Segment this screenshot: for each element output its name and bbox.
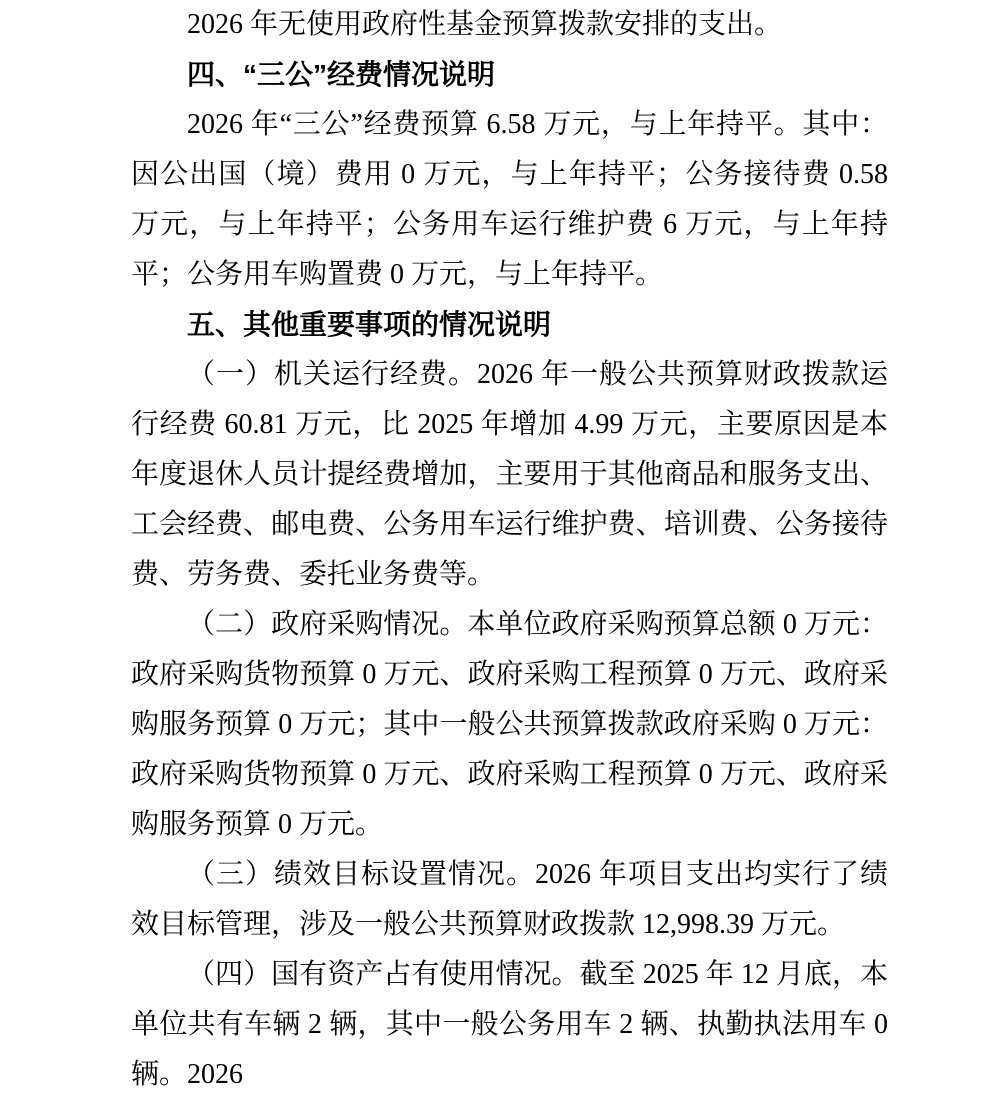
paragraph-2-government-procurement: （二）政府采购情况。本单位政府采购预算总额 0 万元：政府采购货物预算 0 万元、政府采购工程预算 0 万元、政府采购服务预算 0 万元；其中一般公共预算拨款政府采购 0 万元：政府采购货物预算 0 万元、政府采购工程预算 0 万元、政府采购服务预算 0 万元。 (131, 609, 888, 840)
paragraph-three-public-expenses-detail: 2026 年“三公”经费预算 6.58 万元，与上年持平。其中：因公出国（境）费用 0 万元，与上年持平；公务接待费 0.58 万元，与上年持平；公务用车运行维护费 6 万元，与上年持平；公务用车购置费 0 万元，与上年持平。 (131, 109, 888, 290)
paragraph-4-state-owned-assets: （四）国有资产占有使用情况。截至 2025 年 12 月底，本单位共有车辆 2 辆，其中一般公务用车 2 辆、执勤执法用车 0 辆。2026 (131, 959, 888, 1090)
paragraph-gov-fund-budget-closing: 2026 年无使用政府性基金预算拨款安排的支出。 (187, 9, 783, 40)
paragraph-1-agency-operating-expenses: （一）机关运行经费。2026 年一般公共预算财政拨款运行经费 60.81 万元，比 2025 年增加 4.99 万元，主要原因是本年度退休人员计提经费增加，主要用于其他商品和服务支出、工会经费、邮电费、公务用车运行维护费、培训费、公务接待费、劳务费、委托业务费等。 (131, 359, 888, 590)
heading-section-4-three-public-expenses: 四、“三公”经费情况说明 (187, 59, 496, 90)
heading-section-5-other-important-matters: 五、其他重要事项的情况说明 (187, 309, 552, 340)
paragraph-3-performance-targets: （三）绩效目标设置情况。2026 年项目支出均实行了绩效目标管理，涉及一般公共预算财政拨款 12,998.39 万元。 (131, 859, 888, 940)
